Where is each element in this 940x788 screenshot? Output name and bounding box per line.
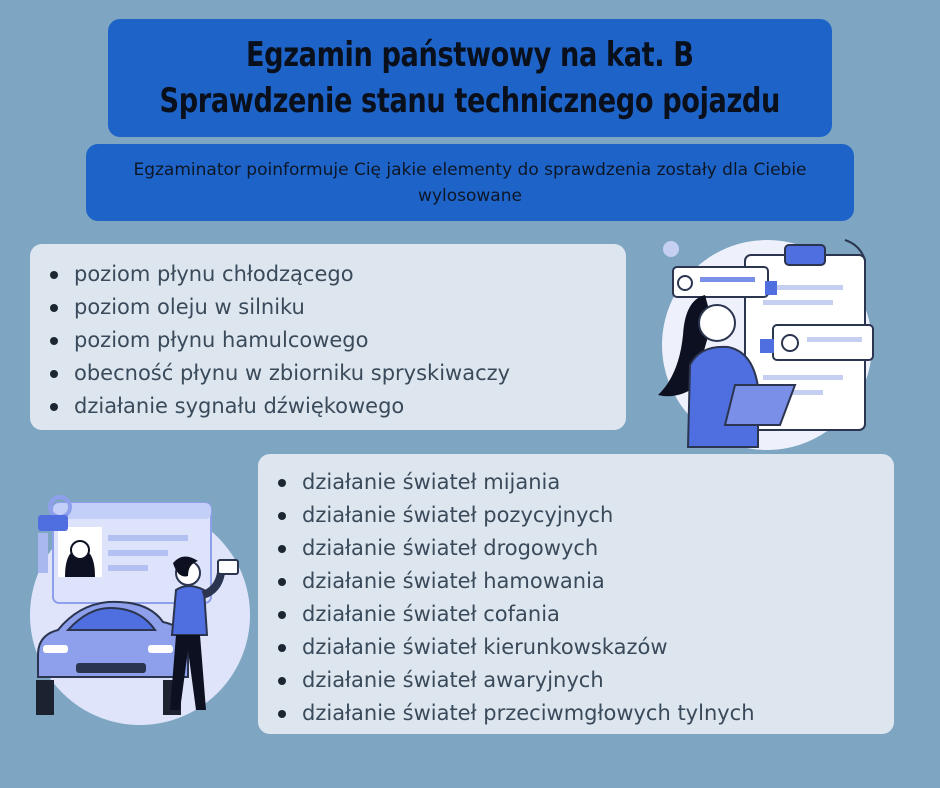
list-item: obecność płynu w zbiorniku spryskiwaczy <box>30 357 626 390</box>
list-item: poziom płynu hamulcowego <box>30 324 626 357</box>
list-item: działanie świateł hamowania <box>258 565 894 598</box>
list-item: działanie świateł pozycyjnych <box>258 499 894 532</box>
title-line-2: Sprawdzenie stanu technicznego pojazdu <box>159 81 781 121</box>
list-item: działanie świateł cofania <box>258 598 894 631</box>
checklist-card-lights <box>258 454 894 734</box>
person-body <box>172 586 207 635</box>
clipboard-clip <box>785 245 825 265</box>
list-item: działanie świateł awaryjnych <box>258 664 894 697</box>
checklist-fluids <box>30 258 626 423</box>
bell-icon <box>663 241 679 257</box>
list-item: poziom płynu chłodzącego <box>30 258 626 291</box>
subtitle-text: Egzaminator poinformuje Cię jakie elementy do sprawdzenia zostały dla Ciebie wylosowane <box>133 159 807 206</box>
list-item: działanie sygnału dźwiękowego <box>30 390 626 423</box>
title-line-1: Egzamin państwowy na kat. B <box>246 35 694 75</box>
list-item: działanie świateł mijania <box>258 466 894 499</box>
list-item: działanie świateł kierunkowskazów <box>258 631 894 664</box>
title-banner <box>108 19 832 137</box>
woman-with-tablet-checklist-illustration <box>645 225 890 455</box>
checklist-card-fluids <box>30 244 626 430</box>
list-item: poziom oleju w silniku <box>30 291 626 324</box>
driver-license-car-illustration <box>28 495 258 725</box>
subtitle-banner <box>86 144 854 221</box>
list-item: działanie świateł drogowych <box>258 532 894 565</box>
list-item: działanie świateł przeciwmgłowych tylnych <box>258 697 894 730</box>
checklist-lights <box>258 466 894 730</box>
phone-icon <box>218 560 238 574</box>
